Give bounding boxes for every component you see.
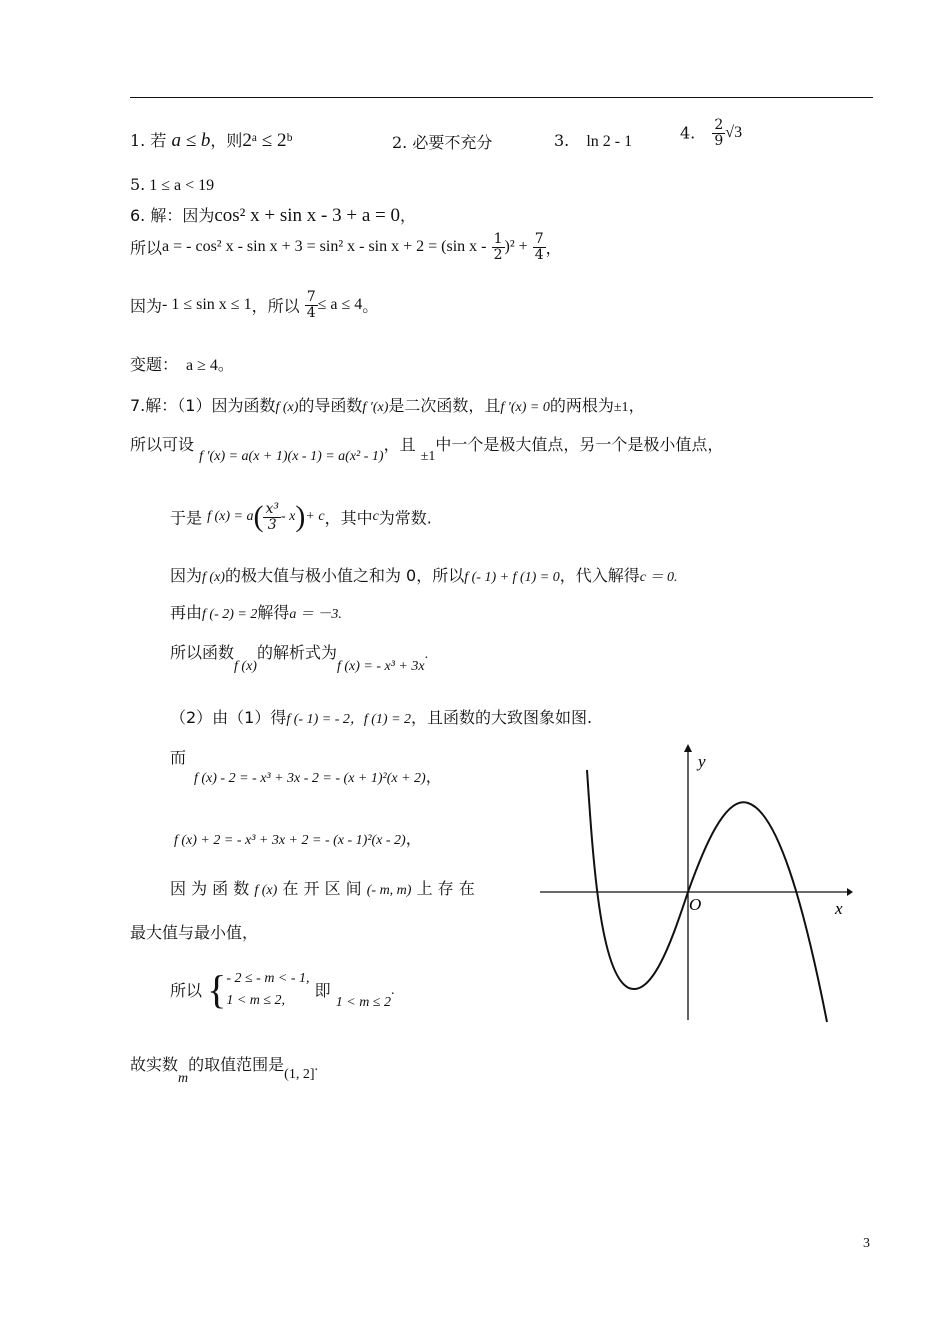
answer-4-number: 4. bbox=[680, 123, 696, 143]
q7-line-12-c: . bbox=[391, 983, 395, 998]
q7-line-4-math-1: f (x) bbox=[202, 570, 225, 585]
q7-line-8-formula bbox=[194, 764, 442, 787]
q7-system bbox=[226, 968, 309, 1012]
q6-frac-1-num: 1 bbox=[493, 231, 503, 247]
q7-close-paren: ) bbox=[295, 500, 306, 533]
y-axis-label: y bbox=[698, 752, 706, 771]
q7-line-7-math-1: f (- 1) = - 2，f (1) = 2 bbox=[286, 712, 412, 727]
q7-line-13 bbox=[130, 1052, 318, 1086]
q7-system-row-1: - 2 ≤ - m < - 1, bbox=[226, 970, 310, 986]
q6-line-3-end: 。 bbox=[362, 296, 379, 316]
q6-line-2-math: a = - cos² x - sin x + 3 = sin² x - sin x + 2 = (sin x - bbox=[162, 238, 487, 256]
q7-line-4-c: ，代入解得 bbox=[559, 566, 640, 585]
answer-5-math: 1 ≤ a < 19 bbox=[149, 177, 215, 194]
answer-3-number: 3. bbox=[554, 131, 570, 150]
q7-line-2 bbox=[130, 432, 724, 464]
q7-line-10-c: 上 存 在 bbox=[416, 879, 475, 898]
answer-1 bbox=[130, 128, 292, 152]
q7-line-13-c: . bbox=[314, 1059, 318, 1074]
q7-line-12-a: 所以 bbox=[170, 981, 203, 1000]
answer-4-root: √3 bbox=[725, 124, 743, 142]
q7-line-2-a: 所以可设 bbox=[130, 435, 195, 454]
q7-line-1-math-2: f ′(x) bbox=[362, 400, 389, 415]
answer-2-text: 必要不充分 bbox=[412, 133, 493, 152]
q6-frac-2-num: 7 bbox=[534, 231, 544, 247]
q7-line-2-math-2: ±1 bbox=[420, 449, 436, 464]
q7-line-1-e: ， bbox=[628, 396, 645, 415]
q6-frac-1-den: 2 bbox=[493, 246, 503, 263]
q7-line-2-b: ，且 bbox=[383, 435, 416, 454]
answer-5 bbox=[130, 175, 214, 195]
q7-line-4-math-3: c ＝ 0. bbox=[639, 570, 678, 585]
q7-line-6-a: 所以函数 bbox=[170, 643, 235, 662]
q7-line-4-math-2: f (- 1) + f (1) = 0 bbox=[464, 570, 560, 585]
q7-line-6-math-1: f (x) bbox=[234, 659, 257, 674]
q7-line-1-d: 的两根为 bbox=[549, 396, 614, 415]
q6-line-2-end: ， bbox=[545, 238, 562, 258]
q7-line-7-a: （2）由（1）得 bbox=[170, 708, 287, 727]
answer-1-number: 1. bbox=[130, 131, 146, 150]
q6-variant-label: 变题： bbox=[130, 355, 179, 374]
curve bbox=[587, 770, 827, 1022]
q6-line-1 bbox=[130, 203, 416, 227]
q6-line-2-frac-2 bbox=[533, 232, 546, 262]
q6-line-2-frac-1 bbox=[492, 232, 505, 262]
y-axis-arrow bbox=[684, 744, 692, 752]
q7-line-5 bbox=[170, 600, 342, 623]
q7-line-10-a: 因 为 函 数 bbox=[170, 879, 250, 898]
q7-line-10-math-1: f (x) bbox=[254, 883, 278, 898]
cubic-function-graph bbox=[535, 740, 855, 1030]
q7-system-row-2: 1 < m ≤ 2, bbox=[226, 992, 286, 1008]
origin-label: O bbox=[689, 895, 702, 914]
q7-line-10-b: 在 开 区 间 bbox=[282, 879, 362, 898]
q6-variant-math: a ≥ 4 bbox=[186, 357, 218, 374]
q6-line-2-mid: )² + bbox=[504, 238, 528, 256]
q7-line-10 bbox=[170, 876, 475, 899]
answer-2-number: 2. bbox=[392, 133, 408, 152]
q7-line-1-c: 是二次函数，且 bbox=[388, 396, 501, 415]
q7-frac-den: 3 bbox=[267, 516, 277, 533]
q6-frac-2-den: 4 bbox=[534, 246, 544, 263]
q6-line-3-mid: ，所以 bbox=[251, 296, 300, 316]
q7-line-6-c: . bbox=[424, 647, 429, 662]
q7-line-3-b: ，其中 bbox=[324, 508, 373, 528]
q7-line-3-a: 于是 bbox=[170, 508, 203, 528]
q7-line-6 bbox=[170, 640, 429, 674]
x-axis-label: x bbox=[835, 899, 843, 918]
q7-line-5-b: 解得 bbox=[257, 603, 290, 622]
answer-4 bbox=[680, 118, 742, 148]
q6-line-2-text: 所以 bbox=[130, 238, 163, 258]
q7-line-3-math-1: f (x) = a bbox=[207, 509, 254, 524]
q6-line-2 bbox=[130, 232, 562, 262]
q7-line-9 bbox=[174, 826, 422, 849]
q7-line-5-math-2: a ＝ －3. bbox=[289, 607, 342, 622]
q7-line-2-c: 中一个是极大值点，另一个是极小值点， bbox=[435, 435, 724, 454]
answer-3 bbox=[554, 131, 632, 151]
q7-line-13-b: 的取值范围是 bbox=[188, 1055, 285, 1074]
q7-line-2-math-1: f ′(x) = a(x + 1)(x - 1) = a(x² - 1) bbox=[199, 449, 384, 464]
q7-line-9-math: f (x) + 2 = - x³ + 3x + 2 = - (x - 1)²(x - 2) bbox=[174, 833, 406, 848]
q6-line-1-end: ， bbox=[399, 206, 416, 225]
q7-line-1 bbox=[130, 393, 645, 416]
answer-4-frac-den: 9 bbox=[714, 132, 724, 149]
q7-line-8-a: 而 bbox=[170, 748, 187, 767]
answer-4-fraction bbox=[712, 118, 725, 148]
q7-line-3-math-4: c bbox=[372, 509, 379, 524]
page-number: 3 bbox=[863, 1236, 870, 1251]
q7-line-3-math-3: + c bbox=[305, 509, 325, 524]
answer-5-number: 5. bbox=[130, 175, 146, 194]
answer-1-math-1: a ≤ b bbox=[171, 130, 211, 151]
q7-line-11 bbox=[130, 920, 258, 943]
q7-line-9-end: ， bbox=[405, 829, 422, 848]
q7-line-12-math: 1 < m ≤ 2 bbox=[335, 995, 391, 1010]
header-rule bbox=[130, 97, 873, 98]
q6-frac-3-num: 7 bbox=[306, 289, 316, 305]
q7-line-1-math-4: ±1 bbox=[613, 400, 629, 415]
q6-line-3-math-2: ≤ a ≤ 4 bbox=[317, 296, 363, 314]
q7-line-4 bbox=[170, 563, 677, 586]
q7-line-3-c: 为常数. bbox=[378, 508, 432, 528]
q7-line-8-math: f (x) - 2 = - x³ + 3x - 2 = - (x + 1)²(x + 2) bbox=[194, 771, 426, 786]
q7-line-13-math-1: m bbox=[178, 1071, 189, 1086]
q7-line-1-b: 的导函数 bbox=[298, 396, 363, 415]
q7-line-13-math-2: (1, 2] bbox=[284, 1067, 315, 1082]
q6-line-3-frac bbox=[305, 290, 318, 320]
answer-4-frac-num: 2 bbox=[714, 117, 724, 133]
answer-1-pre: 若 bbox=[150, 131, 167, 150]
q7-line-4-b: 的极大值与极小值之和为 0，所以 bbox=[224, 566, 465, 585]
q7-open-paren: ( bbox=[253, 500, 264, 533]
x-axis-arrow bbox=[847, 888, 853, 896]
q7-line-5-a: 再由 bbox=[170, 603, 203, 622]
q7-line-1-math-1: f (x) bbox=[275, 400, 299, 415]
q7-line-13-a: 故实数 bbox=[130, 1055, 179, 1074]
q6-variant bbox=[130, 352, 234, 375]
q6-line-3 bbox=[130, 290, 378, 320]
q7-line-4-a: 因为 bbox=[170, 566, 203, 585]
answer-2 bbox=[392, 130, 492, 153]
q6-line-3-text: 因为 bbox=[130, 296, 163, 316]
q7-line-3 bbox=[170, 500, 432, 534]
q6-line-3-math-1: - 1 ≤ sin x ≤ 1 bbox=[162, 296, 252, 314]
q7-line-3-math-2: - x bbox=[281, 509, 296, 524]
q7-line-11-text: 最大值与最小值， bbox=[130, 923, 259, 942]
q7-line-3-frac bbox=[263, 502, 281, 532]
q6-frac-3-den: 4 bbox=[306, 304, 316, 321]
answer-1-mid: ，则 bbox=[210, 131, 243, 150]
q6-line-1-text: 6. 解：因为 bbox=[130, 206, 215, 225]
q7-line-12 bbox=[170, 966, 395, 1013]
q7-frac-num: x³ bbox=[265, 500, 279, 517]
q7-system-brace: { bbox=[207, 967, 227, 1012]
q7-line-1-a: 7.解：（1）因为函数 bbox=[130, 396, 276, 415]
q7-line-6-math-2: f (x) = - x³ + 3x bbox=[336, 659, 425, 674]
q7-line-1-math-3: f ′(x) = 0 bbox=[500, 400, 550, 415]
q6-line-1-math: cos² x + sin x - 3 + a = 0 bbox=[214, 205, 400, 226]
q7-line-12-b: 即 bbox=[314, 981, 331, 1000]
answer-1-math-2: 2ᵃ ≤ 2ᵇ bbox=[242, 130, 293, 151]
answer-3-math: ln 2 - 1 bbox=[586, 133, 633, 150]
q6-variant-end: 。 bbox=[217, 355, 234, 374]
q7-line-5-math-1: f (- 2) = 2 bbox=[202, 607, 258, 622]
q7-line-6-b: 的解析式为 bbox=[256, 643, 337, 662]
q7-line-8 bbox=[170, 745, 186, 768]
q7-line-7 bbox=[170, 705, 592, 728]
q7-line-8-end: ， bbox=[425, 767, 442, 786]
q7-line-10-math-2: (- m, m) bbox=[366, 883, 412, 898]
q7-line-7-b: ，且函数的大致图象如图. bbox=[411, 708, 593, 727]
